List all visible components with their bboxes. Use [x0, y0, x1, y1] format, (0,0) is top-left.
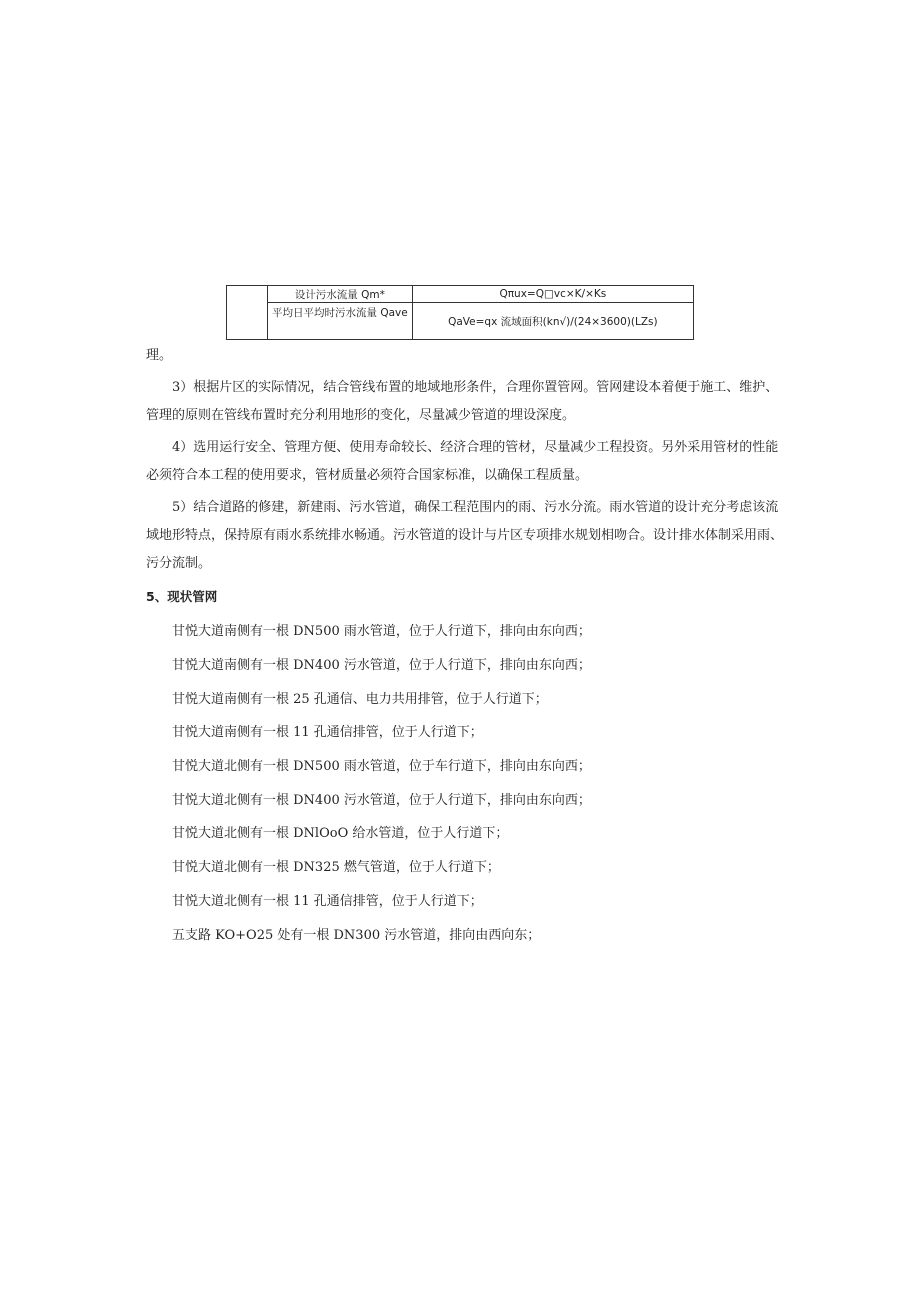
list-item: 甘悦大道北侧有一根 DNlOoO 给水管道，位于人行道下；: [172, 826, 509, 841]
paragraph-text: 5）结合道路的修建，新建雨、污水管道，确保工程范围内的雨、污水分流。雨水管道的设计充分考虑该流域地形特点，保持原有雨水系统排水畅通。污水管道的设计与片区专项排水规划相吻合。设计排水体制采用雨、污分流制。: [146, 500, 784, 571]
paragraph-5: [146, 494, 786, 578]
list-item: 甘悦大道南侧有一根 DN500 雨水管道，位于人行道下，排向由东向西；: [172, 624, 591, 639]
paragraph-text: 3）根据片区的实际情况，结合管线布置的地域地形条件，合理你置管网。管网建设本着便于施工、维护、管理的原则在管线布置时充分利用地形的变化，尽量减少管道的埋设深度。: [146, 380, 779, 423]
list-item: 甘悦大道北侧有一根 11 孔通信排管，位于人行道下；: [172, 894, 483, 909]
list-item: 甘悦大道南侧有一根 25 孔通信、电力共用排管，位于人行道下；: [172, 692, 548, 707]
formula-table: [226, 285, 694, 340]
table-row: [227, 303, 694, 340]
trailing-text: 理。: [146, 348, 173, 363]
table-row: [227, 286, 694, 303]
list-item: 甘悦大道南侧有一根 DN400 污水管道，位于人行道下，排向由东向西；: [172, 658, 591, 673]
table-cell-formula: Qπux=Q□vc×K/×Ks: [412, 286, 693, 303]
list-item: 甘悦大道北侧有一根 DN500 雨水管道，位于车行道下，排向由东向西；: [172, 759, 591, 774]
table-cell-label: 平均日平均时污水流量 Qave: [268, 303, 413, 340]
list-item: 甘悦大道南侧有一根 11 孔通信排管，位于人行道下；: [172, 725, 483, 740]
list-item: 甘悦大道北侧有一根 DN325 燃气管道，位于人行道下；: [172, 860, 500, 875]
paragraph-3: [146, 374, 786, 430]
section-heading: 5、现状管网: [146, 589, 218, 604]
table-cell-label: 设计污水流量 Qm*: [268, 286, 413, 303]
paragraph-text: 4）选用运行安全、管理方便、使用寿命较长、经济合理的管材，尽量减少工程投资。另外采用管材的性能必须符合本工程的使用要求，管材质量必须符合国家标准，以确保工程质量。: [146, 440, 779, 483]
list-item: 五支路 KO+O25 处有一根 DN300 污水管道，排向由西向东；: [172, 928, 541, 943]
paragraph-4: [146, 434, 786, 490]
table-cell-formula: QaVe=qx 流域面积(kn√)/(24×3600)(LZs): [412, 303, 693, 340]
list-item: 甘悦大道北侧有一根 DN400 污水管道，位于人行道下，排向由东向西；: [172, 793, 591, 808]
table-cell-blank: [227, 286, 268, 340]
